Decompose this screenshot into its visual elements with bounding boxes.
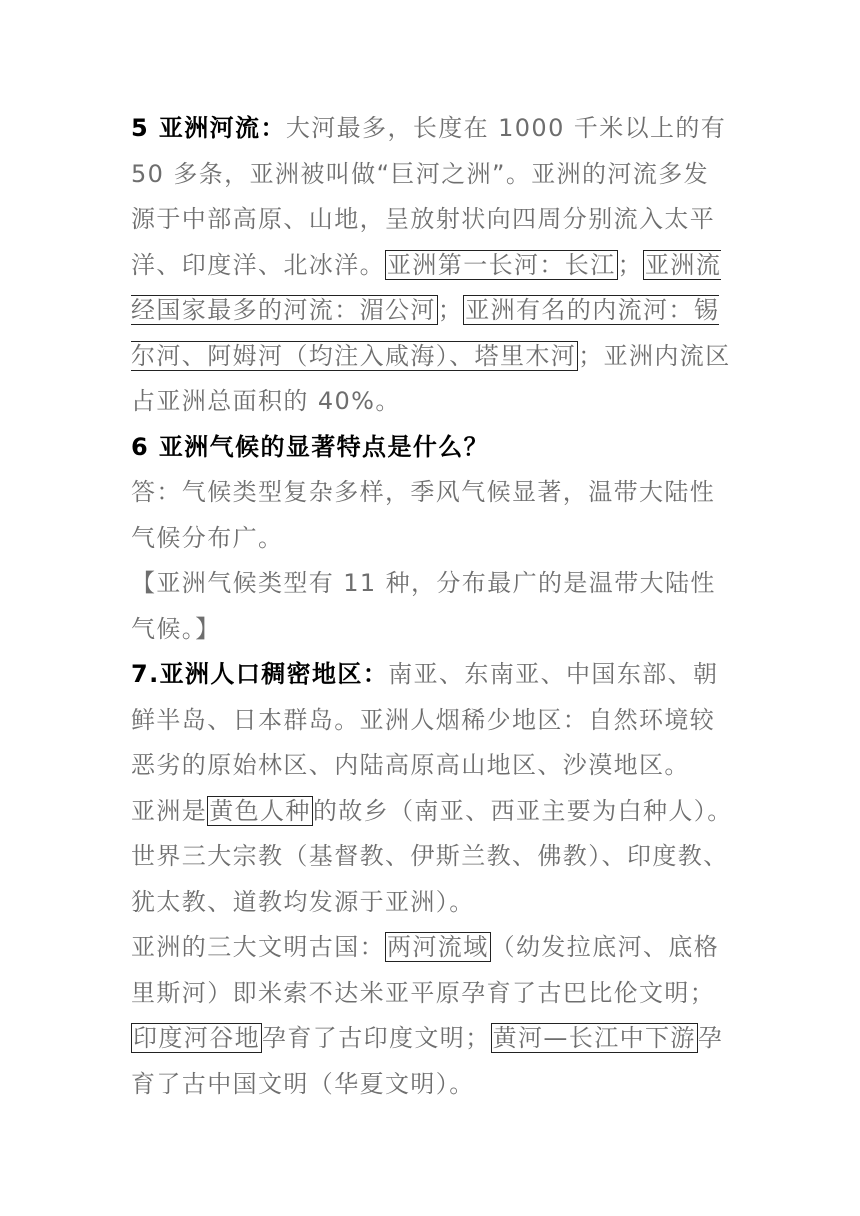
civ-text-mid: （幼发拉底河、底格里斯河）即米索不达米亚平原孕育了古巴比伦文明； [131,933,720,1007]
civ-text-end: 孕育了古中国文明（华夏文明）。 [131,1024,724,1098]
section-7-heading: 7.亚洲人口稠密地区： [131,660,389,688]
section-5-text-end: ；亚洲内流区占亚洲总面积的 40%。 [131,341,731,415]
document-page [131,106,731,1107]
separator: ； [437,296,464,324]
boxed-yellow-yangtze: 黄河—长江中下游 [492,1024,696,1052]
separator: ； [617,250,644,279]
boxed-fact-inland-rivers: 亚洲有名的内流河：锡尔河、阿姆河（均注入咸海）、塔里木河 [131,296,720,370]
section-7-text: 南亚、东南亚、中国东部、朝鲜半岛、日本群岛。亚洲人烟稀少地区：自然环境较恶劣的原始林区、内陆高原高山地区、沙漠地区。 [131,660,719,779]
section-6-answer: 答：气候类型复杂多样，季风气候显著，温带大陆性气候分布广。 [131,478,716,552]
civilization-paragraph [131,925,731,1107]
section-5-heading: 5 亚洲河流： [131,114,286,142]
race-paragraph [131,789,731,835]
race-text: 亚洲是 [131,796,208,825]
section-5-paragraph [131,106,731,425]
boxed-fact-longest-river: 亚洲第一长河：长江 [387,250,616,279]
race-text-end: 的故乡（南亚、西亚主要为白种人）。 [312,796,733,825]
religion-paragraph: 世界三大宗教（基督教、伊斯兰教、佛教）、印度教、犹太教、道教均发源于亚洲）。 [131,842,729,916]
boxed-mesopotamia: 两河流域 [387,933,489,961]
section-6-note: 【亚洲气候类型有 11 种，分布最广的是温带大陆性气候。】 [131,569,716,643]
civ-text-mid-2: 孕育了古印度文明； [262,1024,491,1052]
section-5-text: 大河最多，长度在 1000 千米以上的有 50 多条，亚洲被叫做“巨河之洲”。亚洲的河流多发源于中部高原、山地，呈放射状向四周分别流入太平洋、印度洋、北冰洋。 [131,114,727,279]
section-7-paragraph [131,652,731,789]
section-6-heading: 6 亚洲气候的显著特点是什么？ [131,432,490,461]
civ-text: 亚洲的三大文明古国： [131,933,385,961]
boxed-indus-valley: 印度河谷地 [133,1024,260,1052]
boxed-fact-mekong: 亚洲流经国家最多的河流：湄公河 [131,250,722,324]
boxed-yellow-race: 黄色人种 [209,796,311,825]
